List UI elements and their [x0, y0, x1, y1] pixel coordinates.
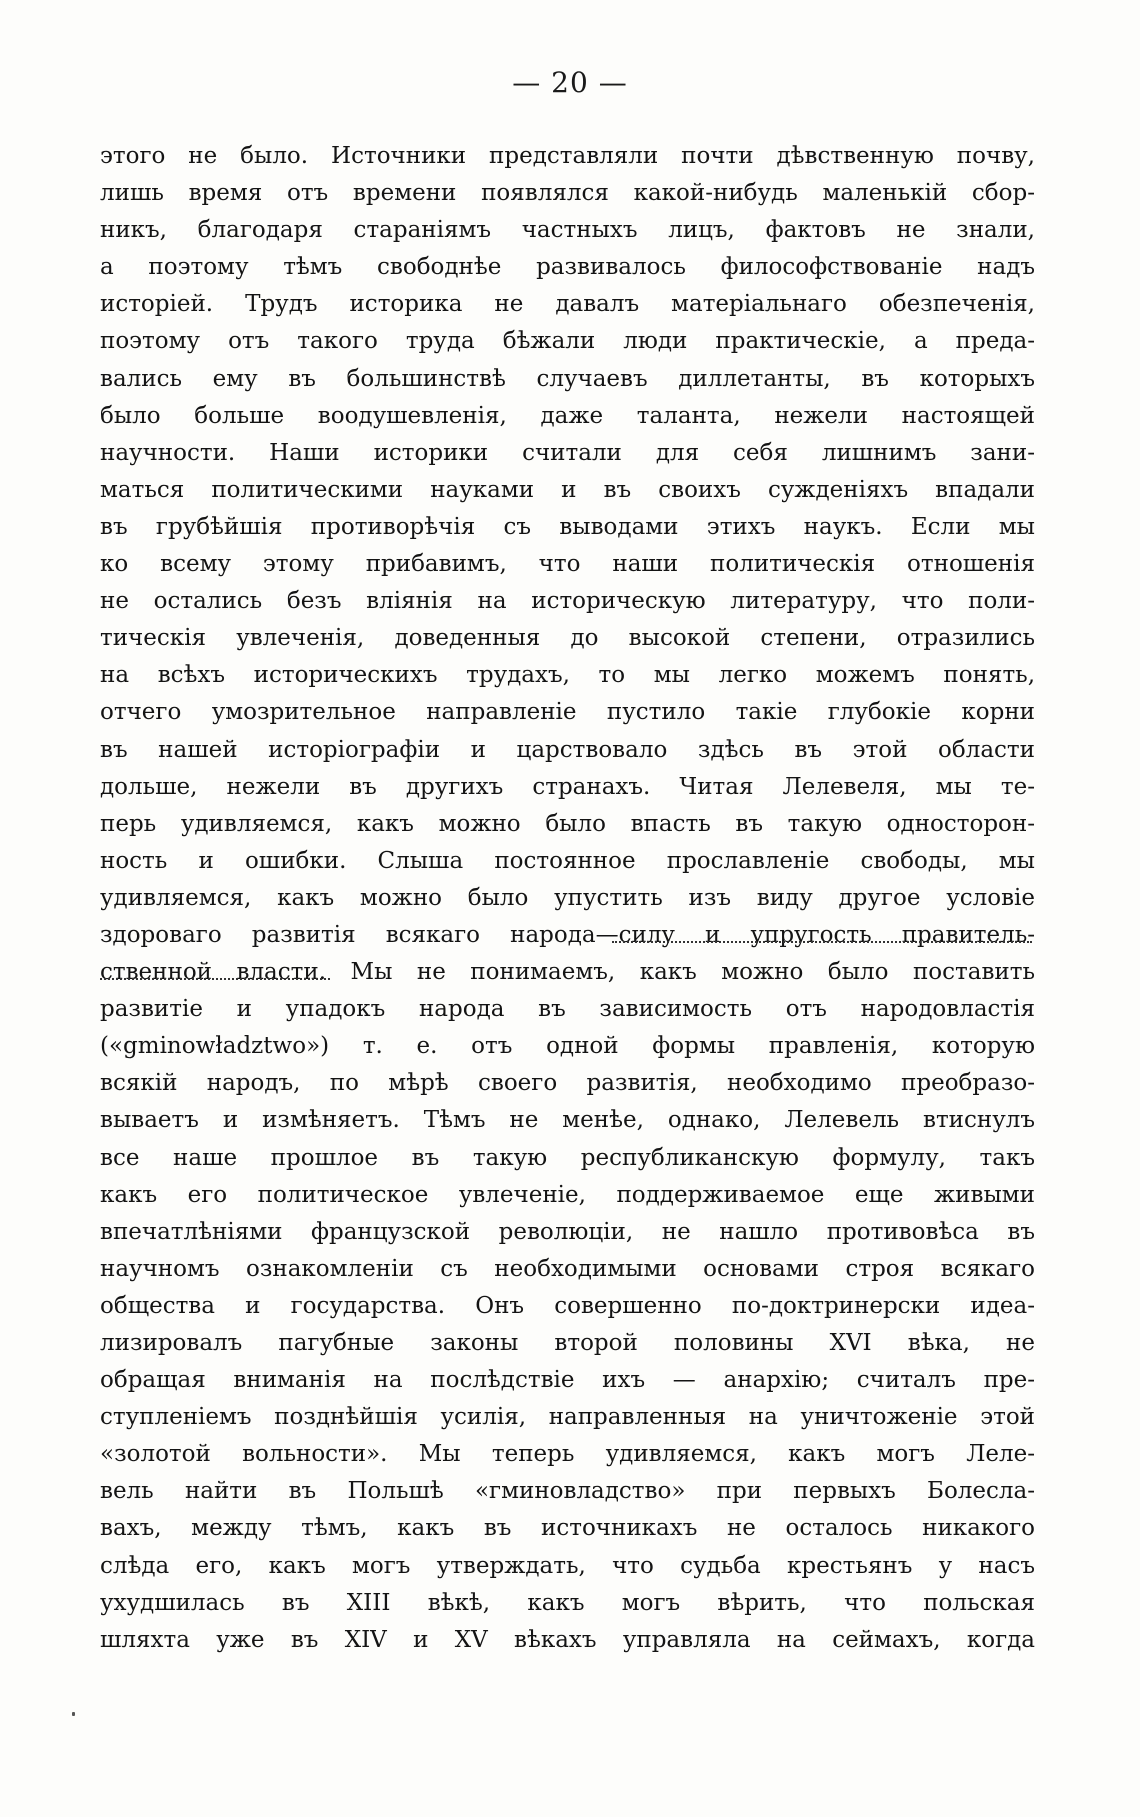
text-line: общества и государства. Онъ совершенно по-доктринерски идеа-	[100, 1292, 1035, 1319]
text-line: вываетъ и измѣняетъ. Тѣмъ не менѣе, однако, Лелевель втиснулъ	[100, 1107, 1035, 1134]
text-line: удивляемся, какъ можно было упустить изъ виду другое условіе	[100, 884, 1035, 911]
stray-ink-mark	[72, 1712, 75, 1716]
text-line: въ нашей исторіографіи и царствовало здѣсь въ этой области	[100, 736, 1035, 763]
text-line: какъ его политическое увлеченіе, поддерживаемое еще живыми	[100, 1181, 1035, 1208]
text-line: ность и ошибки. Слыша постоянное прославленіе свободы, мы	[100, 847, 1035, 874]
text-line: развитіе и упадокъ народа въ зависимость отъ народовластія	[100, 996, 1035, 1023]
text-line: отчего умозрительное направленіе пустило такіе глубокіе корни	[100, 699, 1035, 726]
text-line-annotated: ственной власти. Мы не понимаемъ, какъ можно было поставить	[100, 959, 1035, 986]
text-line: на всѣхъ историческихъ трудахъ, то мы легко можемъ понять,	[100, 662, 1035, 689]
text-line: научности. Наши историки считали для себя лишнимъ зани-	[100, 439, 1035, 466]
text-line: лишь время отъ времени появлялся какой-нибудь маленькій сбор-	[100, 180, 1035, 207]
text-line: а поэтому тѣмъ свободнѣе развивалось философствованіе надъ	[100, 254, 1035, 281]
text-line: никъ, благодаря стараніямъ частныхъ лицъ, фактовъ не знали,	[100, 217, 1035, 244]
text-line: обращая вниманія на послѣдствіе ихъ — анархію; считалъ пре-	[100, 1367, 1035, 1394]
text-line: вель найти въ Польшѣ «гминовладство» при первыхъ Болесла-	[100, 1478, 1035, 1505]
text-line: слѣда его, какъ могъ утверждать, что судьба крестьянъ у насъ	[100, 1552, 1035, 1579]
pencil-underline-mark	[612, 941, 1032, 943]
text-line: («gminowładztwo») т. е. отъ одной формы правленія, которую	[100, 1033, 1035, 1060]
text-line: все наше прошлое въ такую республиканскую формулу, такъ	[100, 1144, 1035, 1171]
text-line: поэтому отъ такого труда бѣжали люди практическіе, а преда-	[100, 328, 1035, 355]
text-line: въ грубѣйшія противорѣчія съ выводами этихъ наукъ. Если мы	[100, 513, 1035, 540]
text-line: шляхта уже въ XIV и XV вѣкахъ управляла на сеймахъ, когда	[100, 1626, 1035, 1653]
text-line: дольше, нежели въ другихъ странахъ. Читая Лелевеля, мы те-	[100, 773, 1035, 800]
body-text	[100, 138, 1035, 1659]
text-line: «золотой вольности». Мы теперь удивляемся, какъ могъ Леле-	[100, 1441, 1035, 1468]
text-line: впечатлѣніями французской революціи, не нашло противовѣса въ	[100, 1218, 1035, 1245]
text-line: лизировалъ пагубные законы второй половины XVI вѣка, не	[100, 1330, 1035, 1356]
text-line: не остались безъ вліянія на историческую литературу, что поли-	[100, 588, 1035, 615]
text-line: вахъ, между тѣмъ, какъ въ источникахъ не осталось никакого	[100, 1515, 1035, 1542]
text-line: научномъ ознакомленіи съ необходимыми основами строя всякаго	[100, 1255, 1035, 1282]
text-line: ухудшилась въ XIII вѣкѣ, какъ могъ вѣрить, что польская	[100, 1589, 1035, 1616]
text-line: ко всему этому прибавимъ, что наши политическія отношенія	[100, 551, 1035, 578]
text-line: вались ему въ большинствѣ случаевъ диллетанты, въ которыхъ	[100, 365, 1035, 392]
text-line: тическія увлеченія, доведенныя до высокой степени, отразились	[100, 625, 1035, 652]
text-line: ступленіемъ позднѣйшія усилія, направленныя на уничтоженіе этой	[100, 1404, 1035, 1431]
page-number: — 20 —	[512, 66, 628, 99]
text-line: маться политическими науками и въ своихъ сужденіяхъ впадали	[100, 476, 1035, 503]
text-line-annotated: здороваго развитія всякаго народа—силу и упругость правитель-	[100, 921, 1035, 948]
pencil-underline-mark	[100, 978, 330, 980]
text-line: перь удивляемся, какъ можно было впасть въ такую односторон-	[100, 810, 1035, 837]
text-line: этого не было. Источники представляли почти дѣвственную почву,	[100, 143, 1035, 169]
text-line: исторіей. Трудъ историка не давалъ матеріальнаго обезпеченія,	[100, 291, 1035, 318]
text-line: всякій народъ, по мѣрѣ своего развитія, необходимо преобразо-	[100, 1070, 1035, 1097]
text-line: было больше воодушевленія, даже таланта, нежели настоящей	[100, 402, 1035, 429]
